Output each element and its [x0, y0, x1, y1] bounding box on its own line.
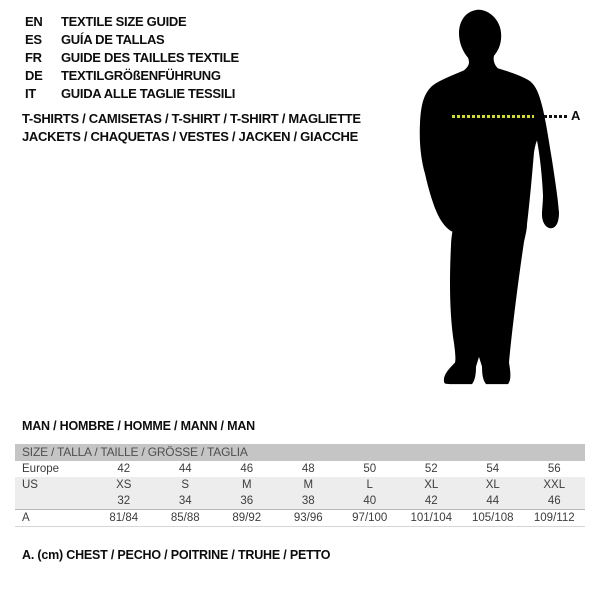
- size-cell: XL: [485, 479, 500, 491]
- language-row-es: [25, 31, 239, 49]
- measurement-marker-label: A: [571, 108, 581, 123]
- language-label: GUIDA ALLE TAGLIE TESSILI: [61, 86, 236, 101]
- size-cell: 42: [424, 495, 438, 507]
- section-title-man: MAN / HOMBRE / HOMME / MANN / MAN: [22, 419, 255, 433]
- size-cell: 32: [117, 495, 131, 507]
- size-cell: 56: [547, 463, 561, 475]
- language-list: [25, 13, 239, 103]
- row-label: Europe: [22, 463, 60, 475]
- chest-footnote: A. (cm) CHEST / PECHO / POITRINE / TRUHE / PETTO: [22, 548, 331, 562]
- size-cell: 89/92: [232, 512, 262, 524]
- size-cell: M: [241, 479, 252, 491]
- size-cell: S: [181, 479, 190, 491]
- size-cell: XL: [424, 479, 439, 491]
- size-cell: 101/104: [410, 512, 453, 524]
- row-label: US: [22, 479, 38, 491]
- man-silhouette-figure: [418, 8, 581, 388]
- language-code: DE: [25, 68, 43, 83]
- size-table-header: SIZE / TALLA / TAILLE / GRÖSSE / TAGLIA: [15, 444, 585, 461]
- size-cell: 36: [240, 495, 254, 507]
- size-cell: 81/84: [109, 512, 139, 524]
- size-cell: 38: [301, 495, 315, 507]
- size-table: [15, 444, 585, 527]
- language-row-de: [25, 67, 239, 85]
- table-row-us-letters: [15, 477, 585, 493]
- tshirts-line: T-SHIRTS / CAMISETAS / T-SHIRT / T-SHIRT / MAGLIETTE: [22, 111, 361, 126]
- table-row-chest-cm: [15, 509, 585, 527]
- chest-measure-dash-leader: [544, 115, 567, 118]
- size-cell: 46: [240, 463, 254, 475]
- language-label: TEXTILGRÖßENFÜHRUNG: [61, 68, 221, 83]
- product-category-lines: [22, 110, 361, 146]
- language-row-en: [25, 13, 239, 31]
- language-code: EN: [25, 14, 43, 29]
- size-cell: L: [366, 479, 373, 491]
- language-row-it: [25, 85, 239, 103]
- language-code: ES: [25, 32, 42, 47]
- size-cell: 54: [486, 463, 500, 475]
- language-label: GUÍA DE TALLAS: [61, 32, 165, 47]
- size-cell: 46: [547, 495, 561, 507]
- size-cell: 48: [301, 463, 315, 475]
- size-cell: 42: [117, 463, 131, 475]
- size-cell: M: [303, 479, 314, 491]
- language-code: IT: [25, 86, 36, 101]
- size-cell: 52: [424, 463, 438, 475]
- row-label: A: [22, 512, 30, 524]
- size-cell: 85/88: [170, 512, 200, 524]
- size-cell: XS: [116, 479, 132, 491]
- jackets-line: JACKETS / CHAQUETAS / VESTES / JACKEN / GIACCHE: [22, 129, 358, 144]
- size-cell: XXL: [543, 479, 566, 491]
- size-cell: 44: [178, 463, 192, 475]
- language-code: FR: [25, 50, 42, 65]
- language-label: GUIDE DES TAILLES TEXTILE: [61, 50, 239, 65]
- language-label: TEXTILE SIZE GUIDE: [61, 14, 187, 29]
- size-cell: 34: [178, 495, 192, 507]
- chest-measure-dash-on-body: [452, 115, 534, 118]
- size-cell: 105/108: [471, 512, 514, 524]
- man-silhouette-icon: [418, 8, 581, 388]
- language-row-fr: [25, 49, 239, 67]
- size-cell: 93/96: [293, 512, 323, 524]
- size-cell: 109/112: [533, 512, 575, 524]
- size-cell: 44: [486, 495, 500, 507]
- table-row-europe: [15, 461, 585, 477]
- table-row-us-numbers: [15, 493, 585, 509]
- size-cell: 50: [363, 463, 377, 475]
- size-cell: 40: [363, 495, 377, 507]
- size-cell: 97/100: [352, 512, 388, 524]
